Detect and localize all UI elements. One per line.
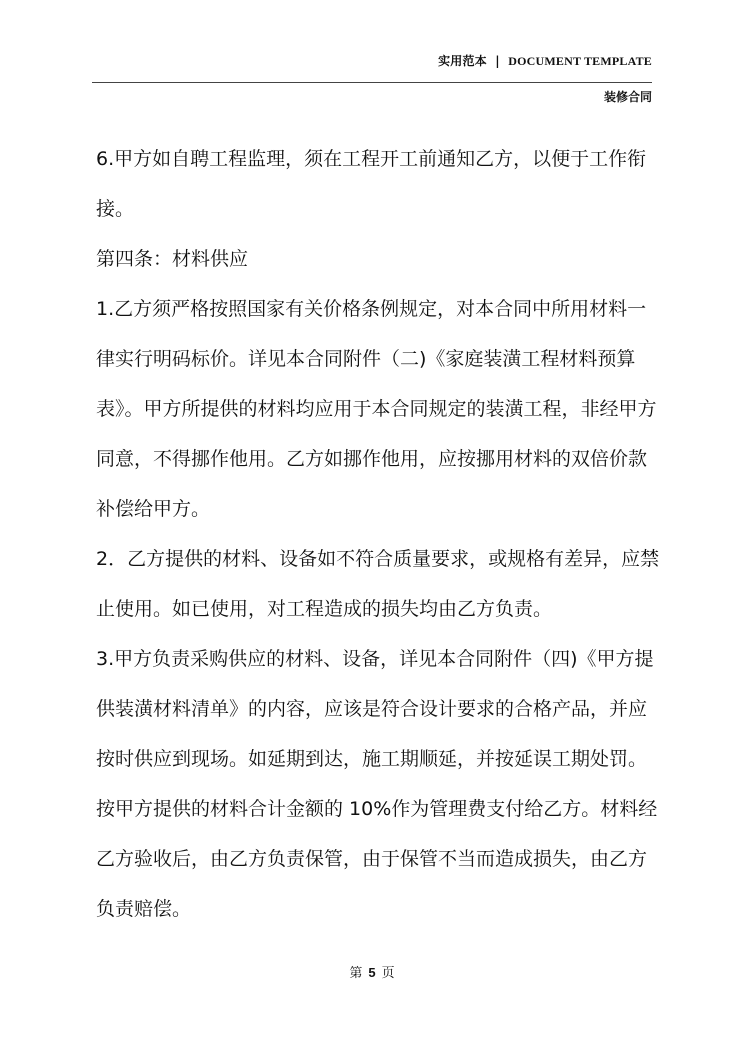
- document-body: [96, 134, 660, 934]
- body-line: 止使用。如已使用，对工程造成的损失均由乙方负责。: [96, 598, 553, 620]
- body-line: 按时供应到现场。如延期到达，施工期顺延，并按延误工期处罚。: [96, 748, 648, 770]
- document-title: 装修合同: [603, 90, 652, 104]
- page-suffix: 页: [381, 966, 395, 981]
- header-brand-en: DOCUMENT TEMPLATE: [508, 54, 652, 68]
- header-divider: [92, 82, 652, 83]
- body-line: 补偿给甲方。: [96, 498, 211, 520]
- document-header: [438, 52, 652, 69]
- body-line: 3.甲方负责采购供应的材料、设备，详见本合同附件（四)《甲方提: [96, 648, 654, 670]
- page-prefix: 第: [349, 966, 363, 981]
- body-line: 表》。甲方所提供的材料均应用于本合同规定的装潢工程，非经甲方: [96, 398, 657, 420]
- header-brand-cn: 实用范本: [438, 54, 487, 68]
- body-line: 负责赔偿。: [96, 898, 192, 920]
- body-line: 2．乙方提供的材料、设备如不符合质量要求，或规格有差异，应禁: [96, 548, 660, 570]
- body-line: 接。: [96, 198, 135, 220]
- body-line: 1.乙方须严格按照国家有关价格条例规定，对本合同中所用材料一: [96, 298, 647, 320]
- body-line: 同意，不得挪作他用。乙方如挪作他用，应按挪用材料的双倍价款: [96, 448, 648, 470]
- body-line: 按甲方提供的材料合计金额的 10%作为管理费支付给乙方。材料经: [96, 798, 658, 820]
- section-heading: 第四条：材料供应: [96, 248, 249, 270]
- body-line: 乙方验收后，由乙方负责保管，由于保管不当而造成损失，由乙方: [96, 848, 648, 870]
- body-line: 供装潢材料清单》的内容，应该是符合设计要求的合格产品，并应: [96, 698, 648, 720]
- body-line: 律实行明码标价。详见本合同附件（二)《家庭装潢工程材料预算: [96, 348, 636, 370]
- body-line: 6.甲方如自聘工程监理，须在工程开工前通知乙方，以便于工作衔: [96, 148, 647, 170]
- page-footer: [0, 962, 744, 981]
- header-separator: |: [495, 54, 500, 68]
- page-number: 5: [368, 965, 376, 980]
